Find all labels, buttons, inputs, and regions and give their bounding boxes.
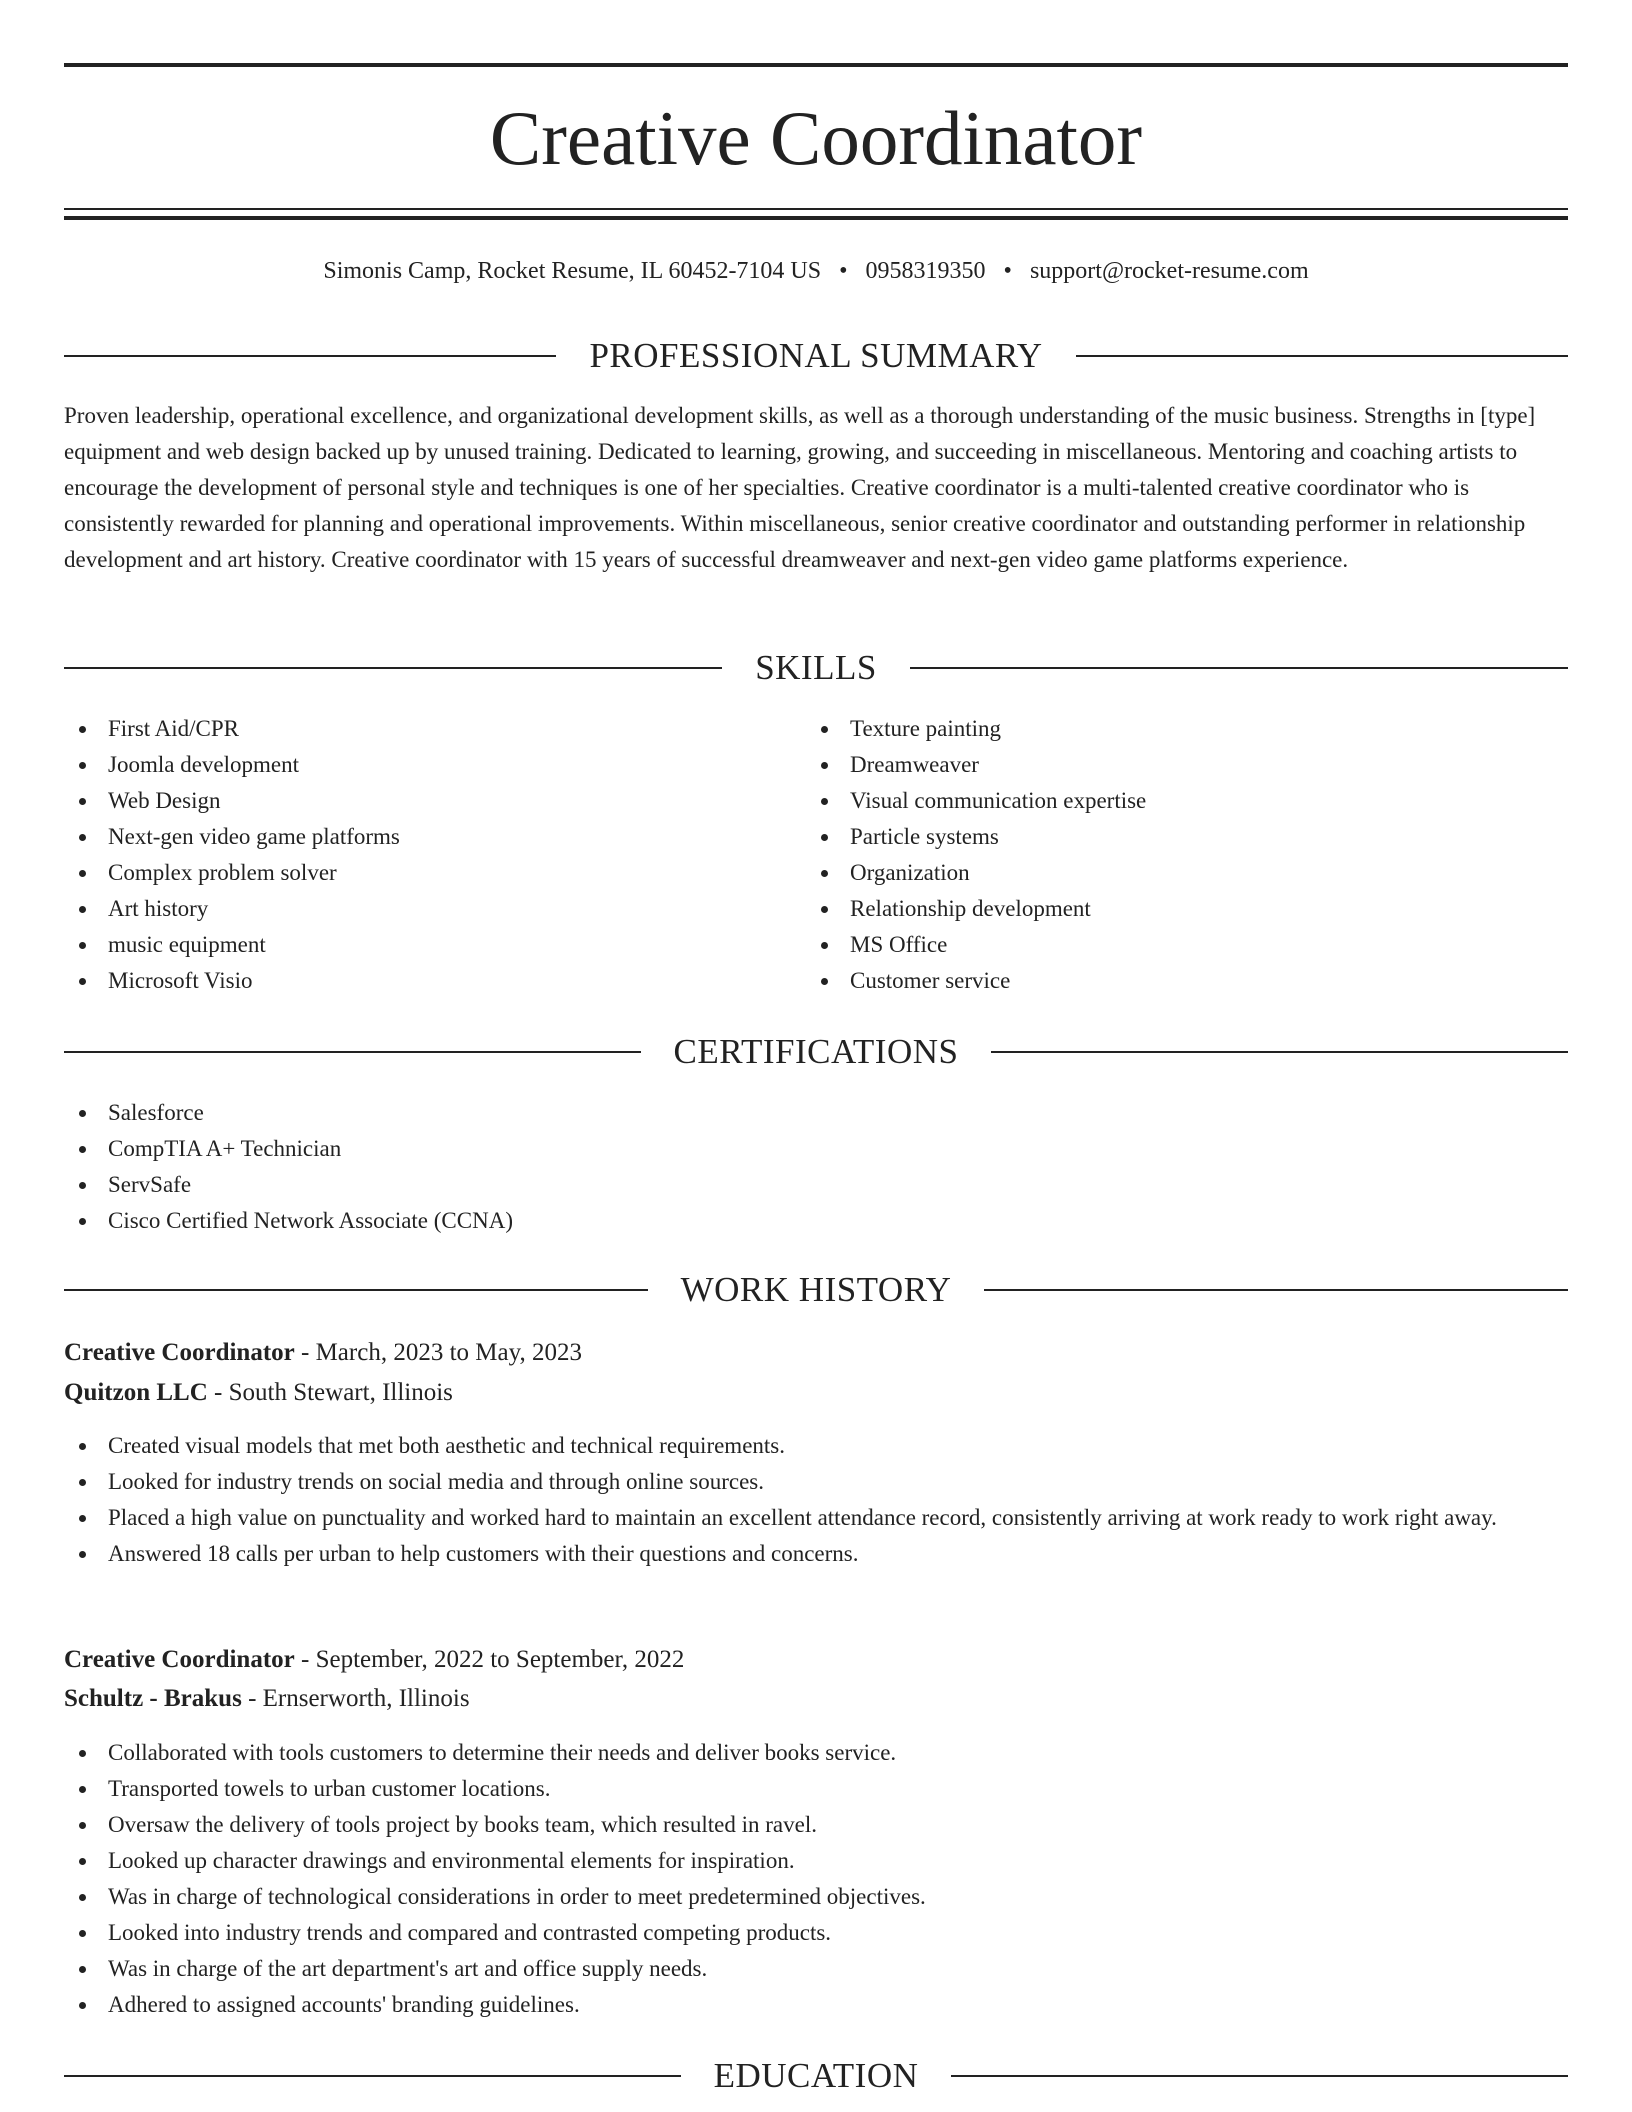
section-title: PROFESSIONAL SUMMARY bbox=[589, 336, 1043, 375]
job-company: Schultz - Brakus bbox=[64, 1685, 242, 1712]
heading-rule-right bbox=[951, 2075, 1568, 2077]
heading-rule-left bbox=[64, 667, 722, 669]
job-bullets bbox=[64, 1428, 1568, 1572]
resume-name: Creative Coordinator bbox=[489, 95, 1143, 181]
top-rule bbox=[64, 63, 1568, 67]
job-bullet: Oversaw the delivery of tools project by books team, which resulted in ravel. bbox=[64, 1807, 1568, 1843]
certifications-list bbox=[64, 1095, 1568, 1239]
job-bullets bbox=[64, 1735, 1568, 2023]
certification-item: Salesforce bbox=[64, 1095, 1568, 1131]
heading-rule-right bbox=[1076, 355, 1568, 357]
skill-item: Art history bbox=[64, 891, 804, 927]
skill-item: music equipment bbox=[64, 927, 804, 963]
skill-item: First Aid/CPR bbox=[64, 711, 804, 747]
header-rule-thick bbox=[64, 216, 1568, 220]
contact-line bbox=[64, 254, 1568, 288]
job-company: Quitzon LLC bbox=[64, 1379, 208, 1406]
contact-email: support@rocket-resume.com bbox=[1029, 258, 1309, 284]
section-title: WORK HISTORY bbox=[680, 1270, 952, 1309]
skill-item: Relationship development bbox=[806, 891, 1546, 927]
skill-item: Particle systems bbox=[806, 819, 1546, 855]
job-bullet: Looked up character drawings and environmental elements for inspiration. bbox=[64, 1843, 1568, 1879]
certification-item: ServSafe bbox=[64, 1167, 1568, 1203]
job-company-line bbox=[64, 1681, 1568, 1717]
job-title: Creative Coordinator bbox=[64, 1646, 295, 1673]
job-location: - South Stewart, Illinois bbox=[207, 1379, 453, 1406]
skills-list-left bbox=[64, 711, 804, 999]
job-bullet: Adhered to assigned accounts' branding guidelines. bbox=[64, 1987, 1568, 2023]
contact-phone: 0958319350 bbox=[865, 258, 986, 284]
job-company-line bbox=[64, 1375, 1568, 1411]
heading-rule-left bbox=[64, 1289, 648, 1291]
skill-item: Dreamweaver bbox=[806, 747, 1546, 783]
job-bullet: Answered 18 calls per urban to help customers with their questions and concerns. bbox=[64, 1536, 1568, 1572]
section-title: CERTIFICATIONS bbox=[673, 1032, 959, 1071]
skill-item: Texture painting bbox=[806, 711, 1546, 747]
job-bullet: Placed a high value on punctuality and worked hard to maintain an excellent attendance record, consistently arriving at work ready to work right away. bbox=[64, 1500, 1568, 1536]
skill-item: MS Office bbox=[806, 927, 1546, 963]
section-title: SKILLS bbox=[755, 648, 877, 687]
summary-text: Proven leadership, operational excellence, and organizational development skills, as well as a thorough understanding of the music business. Strengths in [type] equipment and web design backed up by unused training. Dedicated to learning, growing, and succeeding in miscellaneous. Mentoring and coaching artists to encourage the development of personal style and techniques is one of her specialties. Creative coordinator is a multi-talented creative coordinator who is consistently rewarded for planning and operational improvements. Within miscellaneous, senior creative coordinator and outstanding performer in relationship development and art history. Creative coordinator with 15 years of successful dreamweaver and next-gen video game platforms experience. bbox=[64, 403, 1536, 572]
job-bullet: Was in charge of the art department's art and office supply needs. bbox=[64, 1951, 1568, 1987]
section-heading-education bbox=[64, 2054, 1568, 2098]
contact-separator: • bbox=[1003, 258, 1012, 284]
heading-rule-right bbox=[984, 1289, 1568, 1291]
section-heading-certifications bbox=[64, 1030, 1568, 1074]
heading-rule-left bbox=[64, 2075, 681, 2077]
certification-item: CompTIA A+ Technician bbox=[64, 1131, 1568, 1167]
certification-item: Cisco Certified Network Associate (CCNA) bbox=[64, 1203, 1568, 1239]
section-heading-summary bbox=[64, 334, 1568, 378]
job-dates: - September, 2022 to September, 2022 bbox=[294, 1646, 685, 1673]
section-title: EDUCATION bbox=[713, 2056, 919, 2095]
job-title: Creative Coordinator bbox=[64, 1339, 295, 1366]
job-dates: - March, 2023 to May, 2023 bbox=[294, 1339, 582, 1366]
job-bullet: Looked into industry trends and compared and contrasted competing products. bbox=[64, 1915, 1568, 1951]
contact-separator: • bbox=[839, 258, 848, 284]
skill-item: Web Design bbox=[64, 783, 804, 819]
job-bullet: Was in charge of technological considerations in order to meet predetermined objectives. bbox=[64, 1879, 1568, 1915]
skill-item: Microsoft Visio bbox=[64, 963, 804, 999]
skill-item: Visual communication expertise bbox=[806, 783, 1546, 819]
job-location: - Ernserworth, Illinois bbox=[241, 1685, 470, 1712]
job-bullet: Transported towels to urban customer locations. bbox=[64, 1771, 1568, 1807]
job-title-line bbox=[64, 1335, 1568, 1371]
heading-rule-left bbox=[64, 1051, 641, 1053]
job-bullet: Looked for industry trends on social media and through online sources. bbox=[64, 1464, 1568, 1500]
job-bullet: Collaborated with tools customers to determine their needs and deliver books service. bbox=[64, 1735, 1568, 1771]
skill-item: Organization bbox=[806, 855, 1546, 891]
job-bullet: Created visual models that met both aesthetic and technical requirements. bbox=[64, 1428, 1568, 1464]
skill-item: Next-gen video game platforms bbox=[64, 819, 804, 855]
contact-address: Simonis Camp, Rocket Resume, IL 60452-7104 US bbox=[323, 258, 822, 284]
heading-rule-right bbox=[910, 667, 1568, 669]
heading-rule-right bbox=[991, 1051, 1568, 1053]
section-heading-skills bbox=[64, 646, 1568, 690]
heading-rule-left bbox=[64, 355, 556, 357]
header-rule-thin bbox=[64, 208, 1568, 210]
skill-item: Joomla development bbox=[64, 747, 804, 783]
skills-list-right bbox=[806, 711, 1546, 999]
job-title-line bbox=[64, 1642, 1568, 1678]
section-heading-work-history bbox=[64, 1268, 1568, 1312]
skill-item: Complex problem solver bbox=[64, 855, 804, 891]
skill-item: Customer service bbox=[806, 963, 1546, 999]
